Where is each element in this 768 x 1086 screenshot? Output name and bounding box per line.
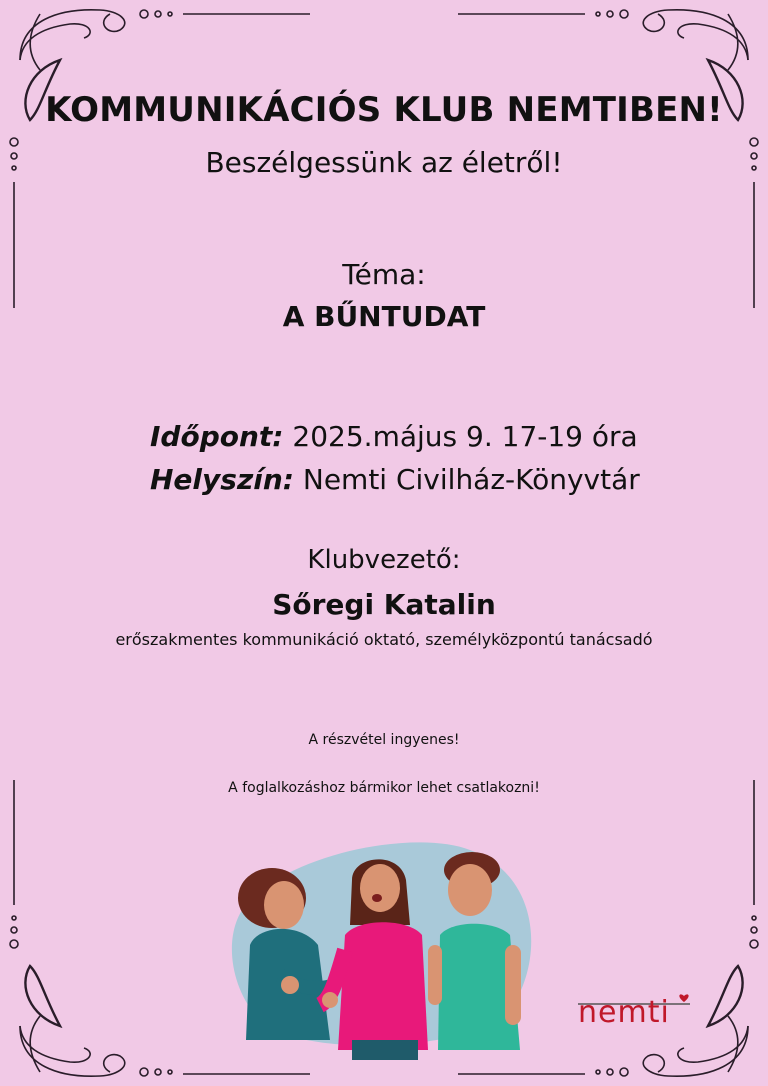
flourish-bottom-left [10, 916, 172, 1076]
place-value: Nemti Civilház-Könyvtár [302, 463, 640, 496]
leader-name: Sőregi Katalin [272, 588, 496, 621]
time-label: Időpont: [150, 420, 284, 453]
logo-text: nemti [578, 995, 670, 1030]
topic-label: Téma: [342, 258, 426, 291]
leader-label: Klubvezető: [307, 545, 461, 575]
join-anytime-note: A foglalkozáshoz bármikor lehet csatlakozni! [228, 780, 540, 796]
time-line [150, 420, 638, 453]
page-title: KOMMUNIKÁCIÓS KLUB NEMTIBEN! [45, 90, 723, 130]
time-value: 2025.május 9. 17-19 óra [292, 420, 638, 453]
place-line [150, 463, 640, 496]
place-label: Helyszín: [150, 463, 294, 496]
topic-value: A BŰNTUDAT [282, 300, 486, 333]
people-illustration [232, 842, 531, 1060]
free-participation-note: A részvétel ingyenes! [308, 732, 460, 748]
subtitle: Beszélgessünk az életről! [205, 146, 563, 179]
leader-role: erőszakmentes kommunikáció oktató, személyközpontú tanácsadó [115, 630, 653, 649]
